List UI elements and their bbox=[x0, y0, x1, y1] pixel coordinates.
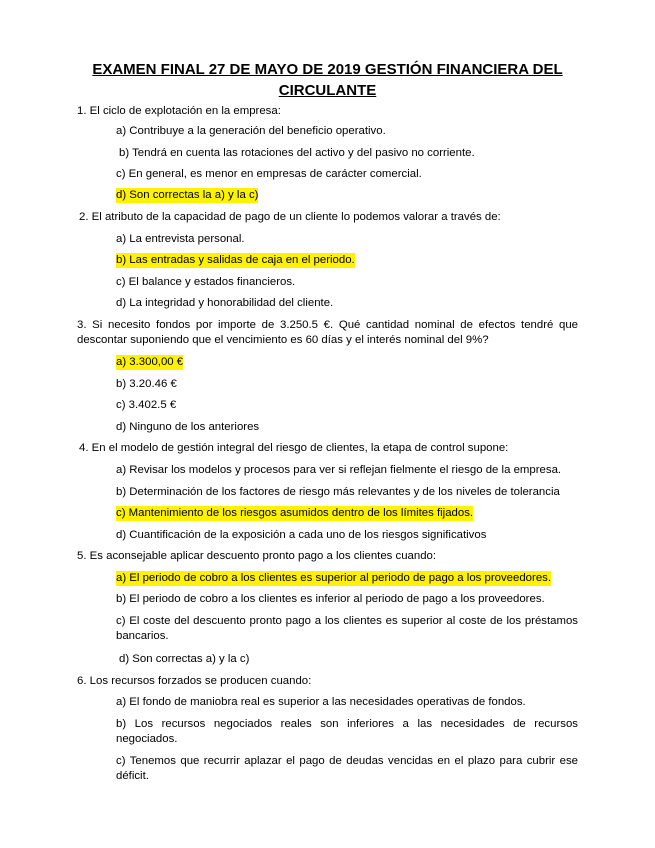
page-title: EXAMEN FINAL 27 DE MAYO DE 2019 GESTIÓN FINANCIERA DEL CIRCULANTE bbox=[92, 61, 563, 99]
answer-option: d) La integridad y honorabilidad del cliente. bbox=[116, 297, 334, 309]
answer-option: d) Son correctas a) y la c) bbox=[119, 653, 250, 665]
answer-option: c) El balance y estados financieros. bbox=[116, 276, 296, 288]
answer-option: a) Revisar los modelos y procesos para ver si reflejan fielmente el riesgo de la empresa. bbox=[116, 464, 562, 476]
question-4: 4. En el modelo de gestión integral del riesgo de clientes, la etapa de control supone: bbox=[79, 442, 509, 454]
answer-option: b) Tendrá en cuenta las rotaciones del activo y del pasivo no corriente. bbox=[119, 147, 475, 159]
answer-option: a) El fondo de maniobra real es superior a las necesidades operativas de fondos. bbox=[116, 696, 526, 708]
answer-option: c) Tenemos que recurrir aplazar el pago de deudas vencidas en el plazo para cubrir ese déficit. bbox=[116, 755, 578, 782]
question-3: 3. Si necesito fondos por importe de 3.250.5 €. Qué cantidad nominal de efectos tendré que descontar suponiendo que el vencimiento es 60 días y el interés nominal del 9%? bbox=[77, 319, 578, 346]
answer-option: b) Los recursos negociados reales son inferiores a las necesidades de recursos negociados. bbox=[116, 718, 578, 745]
correct-answer-option: b) Las entradas y salidas de caja en el periodo. bbox=[116, 254, 355, 266]
correct-answer-option: c) Mantenimiento de los riesgos asumidos dentro de los límites fijados. bbox=[116, 507, 474, 519]
answer-option: b) El periodo de cobro a los clientes es inferior al periodo de pago a los proveedores. bbox=[116, 593, 545, 605]
correct-answer-option: d) Son correctas la a) y la c) bbox=[116, 189, 259, 201]
answer-option: c) 3.402.5 € bbox=[116, 399, 177, 411]
question-5: 5. Es aconsejable aplicar descuento pronto pago a los clientes cuando: bbox=[77, 550, 437, 562]
question-6: 6. Los recursos forzados se producen cuando: bbox=[77, 675, 312, 687]
question-1: 1. El ciclo de explotación en la empresa: bbox=[77, 105, 281, 117]
correct-answer-option: a) 3.300,00 € bbox=[116, 356, 184, 368]
answer-option: d) Ninguno de los anteriores bbox=[116, 421, 260, 433]
answer-option: a) La entrevista personal. bbox=[116, 233, 245, 245]
answer-option: c) En general, es menor en empresas de carácter comercial. bbox=[116, 168, 422, 180]
answer-option: a) Contribuye a la generación del beneficio operativo. bbox=[116, 125, 386, 137]
answer-option: b) 3.20.46 € bbox=[116, 378, 177, 390]
answer-option: d) Cuantificación de la exposición a cada uno de los riesgos significativos bbox=[116, 529, 487, 541]
answer-option: c) El coste del descuento pronto pago a los clientes es superior al coste de los préstamos bancarios. bbox=[116, 615, 578, 642]
correct-answer-option: a) El periodo de cobro a los clientes es superior al periodo de pago a los proveedores. bbox=[116, 572, 552, 584]
answer-option: b) Determinación de los factores de riesgo más relevantes y de los niveles de tolerancia bbox=[116, 486, 560, 498]
question-2: 2. El atributo de la capacidad de pago de un cliente lo podemos valorar a través de: bbox=[79, 211, 501, 223]
